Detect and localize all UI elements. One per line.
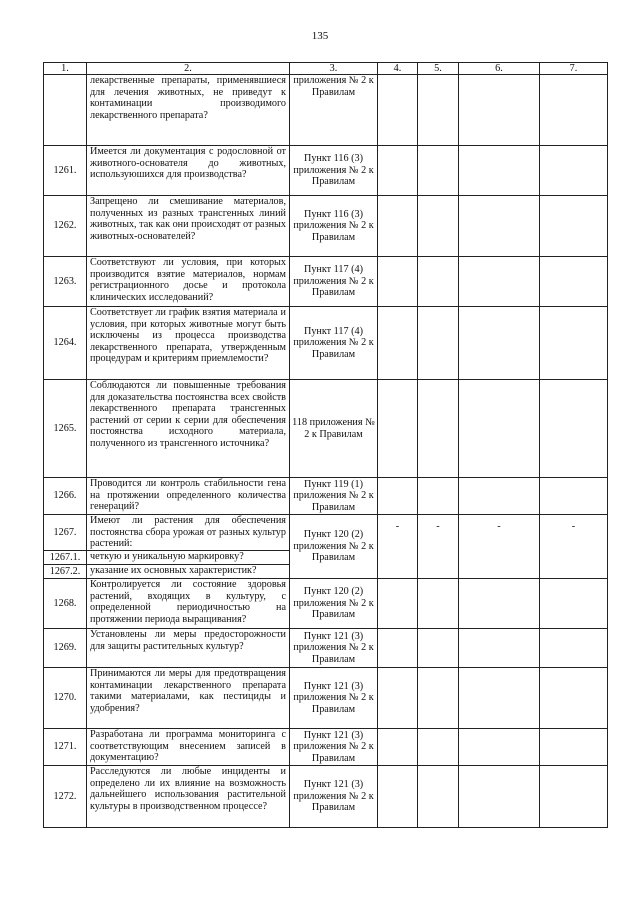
row-reference: Пункт 119 (1) приложения № 2 к Правилам xyxy=(290,478,378,515)
checklist-table xyxy=(43,62,608,828)
row-number xyxy=(44,75,87,146)
row-number: 1263. xyxy=(44,257,87,307)
row-number: 1266. xyxy=(44,478,87,515)
row-question: Принимаются ли меры для предотвращения контаминации лекарственного препарата такими материалами, как пестициды и удобрения? xyxy=(87,668,290,729)
row-cell-7 xyxy=(540,380,608,478)
row-cell-4 xyxy=(378,729,418,766)
row-number: 1271. xyxy=(44,729,87,766)
row-cell-7 xyxy=(540,307,608,380)
table-row xyxy=(44,515,608,551)
row-cell-7 xyxy=(540,75,608,146)
header-cell: 2. xyxy=(87,63,290,75)
row-reference: Пункт 116 (3) приложения № 2 к Правилам xyxy=(290,146,378,196)
row-number: 1264. xyxy=(44,307,87,380)
row-cell-4 xyxy=(378,75,418,146)
header-row xyxy=(44,63,608,75)
table-row xyxy=(44,196,608,257)
row-cell-5 xyxy=(418,729,459,766)
row-cell-6 xyxy=(459,668,540,729)
header-cell: 1. xyxy=(44,63,87,75)
row-cell-5 xyxy=(418,579,459,629)
row-cell-5 xyxy=(418,257,459,307)
row-question: Разработана ли программа мониторинга с соответствующим внесением записей в документацию? xyxy=(87,729,290,766)
row-cell-7 xyxy=(540,668,608,729)
row-question: Соблюдаются ли повышенные требования для доказательства постоянства всех свойств лекарственного препарата трансгенных растений от серии к серии для обеспечения постоянства исходного материала, полученного из трансгенного источника? xyxy=(87,380,290,478)
row-cell-7 xyxy=(540,766,608,828)
table-row xyxy=(44,629,608,668)
table-row xyxy=(44,766,608,828)
page-number: 135 xyxy=(311,30,329,42)
row-question: Установлены ли меры предосторожности для защиты растительных культур? xyxy=(87,629,290,668)
row-cell-4 xyxy=(378,307,418,380)
row-cell-4 xyxy=(378,766,418,828)
row-cell-6 xyxy=(459,257,540,307)
row-question: Контролируется ли состояние здоровья растений, входящих в культуру, с определенной периодичностью на протяжении периода выращивания? xyxy=(87,579,290,629)
row-question: Соответствуют ли условия, при которых производится взятие материалов, нормам регистрационного досье и протокола клинических исследований? xyxy=(87,257,290,307)
row-cell-7 xyxy=(540,478,608,515)
table-row xyxy=(44,668,608,729)
row-question: Соответствует ли график взятия материала и условия, при которых животные могут быть исключены из процесса производства лекарственного препарата, утвержденным процедурам и критериям приемлемости? xyxy=(87,307,290,380)
row-reference: Пункт 117 (4) приложения № 2 к Правилам xyxy=(290,257,378,307)
row-reference: 118 приложения № 2 к Правилам xyxy=(290,380,378,478)
row-cell-7 xyxy=(540,146,608,196)
header-cell: 3. xyxy=(290,63,378,75)
row-cell-5 xyxy=(418,380,459,478)
row-cell-6 xyxy=(459,196,540,257)
row-number: 1262. xyxy=(44,196,87,257)
row-number: 1267.2. xyxy=(44,565,87,579)
row-cell-7 xyxy=(540,629,608,668)
row-cell-4 xyxy=(378,478,418,515)
row-cell-4 xyxy=(378,257,418,307)
row-cell-4 xyxy=(378,629,418,668)
row-cell-4 xyxy=(378,380,418,478)
row-cell-5 xyxy=(418,668,459,729)
row-number: 1267.1. xyxy=(44,551,87,565)
row-cell-6: - xyxy=(459,515,540,579)
row-cell-6 xyxy=(459,579,540,629)
row-reference: Пункт 120 (2) приложения № 2 к Правилам xyxy=(290,515,378,579)
header-cell: 4. xyxy=(378,63,418,75)
header-cell: 5. xyxy=(418,63,459,75)
row-cell-7 xyxy=(540,257,608,307)
row-number: 1272. xyxy=(44,766,87,828)
row-cell-7 xyxy=(540,196,608,257)
row-number: 1270. xyxy=(44,668,87,729)
row-cell-6 xyxy=(459,478,540,515)
row-reference: Пункт 121 (3) приложения № 2 к Правилам xyxy=(290,729,378,766)
row-reference: Пункт 121 (3) приложения № 2 к Правилам xyxy=(290,629,378,668)
row-question: лекарственные препараты, применявшиеся для лечения животных, не приведут к контаминации производимого лекарственного препарата? xyxy=(87,75,290,146)
row-cell-6 xyxy=(459,729,540,766)
table-row xyxy=(44,380,608,478)
row-cell-5 xyxy=(418,478,459,515)
row-reference: Пункт 116 (3) приложения № 2 к Правилам xyxy=(290,196,378,257)
row-cell-5 xyxy=(418,629,459,668)
row-number: 1269. xyxy=(44,629,87,668)
table-row xyxy=(44,579,608,629)
row-cell-6 xyxy=(459,380,540,478)
row-number: 1267. xyxy=(44,515,87,551)
row-reference: Пункт 117 (4) приложения № 2 к Правилам xyxy=(290,307,378,380)
header-cell: 6. xyxy=(459,63,540,75)
row-cell-7 xyxy=(540,729,608,766)
row-cell-5 xyxy=(418,766,459,828)
row-cell-5 xyxy=(418,196,459,257)
row-number: 1265. xyxy=(44,380,87,478)
row-question: Расследуются ли любые инциденты и определено ли их влияние на возможность дальнейшего использования растительной культуры в производственном процессе? xyxy=(87,766,290,828)
row-reference: приложения № 2 к Правилам xyxy=(290,75,378,146)
row-cell-4 xyxy=(378,146,418,196)
row-cell-7 xyxy=(540,579,608,629)
row-question: Запрещено ли смешивание материалов, полученных из разных трансгенных линий животных, так как они происходят от разных животных-основателей? xyxy=(87,196,290,257)
row-cell-4: - xyxy=(378,515,418,579)
row-question: четкую и уникальную маркировку? xyxy=(87,551,290,565)
row-cell-7: - xyxy=(540,515,608,579)
row-cell-4 xyxy=(378,579,418,629)
row-cell-5 xyxy=(418,307,459,380)
table-row xyxy=(44,146,608,196)
table-row xyxy=(44,75,608,146)
row-reference: Пункт 121 (3) приложения № 2 к Правилам xyxy=(290,766,378,828)
row-reference: Пункт 120 (2) приложения № 2 к Правилам xyxy=(290,579,378,629)
row-question: Проводится ли контроль стабильности гена на протяжении определенного количества генераций? xyxy=(87,478,290,515)
row-cell-5 xyxy=(418,146,459,196)
row-cell-6 xyxy=(459,146,540,196)
row-question: указание их основных характеристик? xyxy=(87,565,290,579)
row-number: 1268. xyxy=(44,579,87,629)
row-cell-5 xyxy=(418,75,459,146)
row-cell-5: - xyxy=(418,515,459,579)
row-question: Имеется ли документация с родословной от животного-основателя до животных, используюшихся для производства? xyxy=(87,146,290,196)
row-reference: Пункт 121 (3) приложения № 2 к Правилам xyxy=(290,668,378,729)
row-number: 1261. xyxy=(44,146,87,196)
row-cell-4 xyxy=(378,196,418,257)
row-cell-6 xyxy=(459,629,540,668)
table-row xyxy=(44,478,608,515)
table-row xyxy=(44,307,608,380)
row-cell-6 xyxy=(459,766,540,828)
table-row xyxy=(44,257,608,307)
row-cell-6 xyxy=(459,307,540,380)
row-cell-6 xyxy=(459,75,540,146)
row-question: Имеют ли растения для обеспечения постоянства сбора урожая от разных культур растений: xyxy=(87,515,290,551)
table-row xyxy=(44,729,608,766)
row-cell-4 xyxy=(378,668,418,729)
header-cell: 7. xyxy=(540,63,608,75)
